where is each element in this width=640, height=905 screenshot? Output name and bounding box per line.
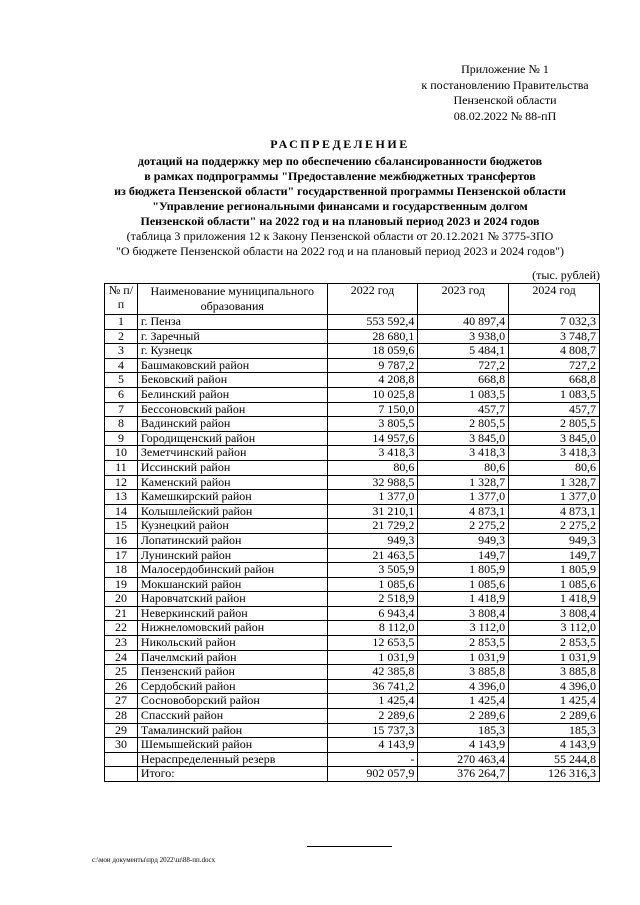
row-value-2023: 3 112,0: [418, 621, 509, 636]
row-number: 26: [105, 679, 138, 694]
distribution-table: [104, 283, 600, 782]
row-value-2022: 949,3: [327, 533, 418, 548]
row-number: 14: [105, 504, 138, 519]
row-value-2024: 126 316,3: [509, 767, 600, 782]
table-row: [105, 592, 600, 607]
table-row: [105, 504, 600, 519]
row-name: Пачелмский район: [137, 650, 327, 665]
row-value-2024: 457,7: [509, 402, 600, 417]
table-row: [105, 679, 600, 694]
row-number: [105, 752, 138, 767]
table-row: [105, 490, 600, 505]
row-value-2023: 185,3: [418, 723, 509, 738]
row-name: Никольский район: [137, 636, 327, 651]
row-value-2024: 3 418,3: [509, 446, 600, 461]
table-row: [105, 606, 600, 621]
appendix-line-3: Пензенской области: [453, 93, 557, 107]
table-row: [105, 329, 600, 344]
table-row: [105, 373, 600, 388]
appendix-line-1: Приложение № 1: [461, 62, 549, 76]
appendix-line-4: 08.02.2022 № 88-пП: [453, 108, 557, 123]
row-value-2022: 28 680,1: [327, 329, 418, 344]
row-name: Нераспределенный резерв: [137, 752, 327, 767]
row-value-2024: 4 873,1: [509, 504, 600, 519]
row-value-2022: 1 085,6: [327, 577, 418, 592]
row-name: Иссинский район: [137, 460, 327, 475]
row-value-2024: 2 805,5: [509, 417, 600, 432]
row-value-2024: 80,6: [509, 460, 600, 475]
table-row: [105, 723, 600, 738]
table-row: [105, 665, 600, 680]
header-2022: 2022 год: [327, 284, 418, 315]
table-row: [105, 460, 600, 475]
row-value-2023: 727,2: [418, 358, 509, 373]
row-value-2024: 3 845,0: [509, 431, 600, 446]
heading-line-5: Пензенской области" на 2022 год и на плановый период 2023 и 2024 годов: [140, 214, 540, 228]
table-row: [105, 417, 600, 432]
row-value-2023: 3 418,3: [418, 446, 509, 461]
row-value-2023: 2 275,2: [418, 519, 509, 534]
row-value-2024: 1 377,0: [509, 490, 600, 505]
row-value-2024: 1 031,9: [509, 650, 600, 665]
row-value-2023: 3 845,0: [418, 431, 509, 446]
row-value-2023: 668,8: [418, 373, 509, 388]
heading-line-1: дотаций на поддержку мер по обеспечению сбалансированности бюджетов: [137, 154, 543, 168]
row-value-2022: 902 057,9: [327, 767, 418, 782]
row-name: Вадинский район: [137, 417, 327, 432]
row-value-2022: 36 741,2: [327, 679, 418, 694]
row-value-2022: 6 943,4: [327, 606, 418, 621]
row-name: Лунинский район: [137, 548, 327, 563]
row-value-2023: 2 289,6: [418, 709, 509, 724]
row-number: 12: [105, 475, 138, 490]
table-body: [105, 315, 600, 782]
appendix-block: [400, 62, 610, 124]
header-2024: 2024 год: [509, 284, 600, 315]
row-value-2023: 5 484,1: [418, 344, 509, 359]
row-number: 21: [105, 606, 138, 621]
row-name: Кузнецкий район: [137, 519, 327, 534]
row-name: Шемышейский район: [137, 738, 327, 753]
row-number: 28: [105, 709, 138, 724]
row-value-2023: 3 885,8: [418, 665, 509, 680]
row-name: Итого:: [137, 767, 327, 782]
table-row: [105, 738, 600, 753]
row-name: Башмаковский район: [137, 358, 327, 373]
row-value-2024: 7 032,3: [509, 315, 600, 330]
row-number: 7: [105, 402, 138, 417]
table-header-row: [105, 284, 600, 315]
table-row: [105, 563, 600, 578]
row-value-2022: 31 210,1: [327, 504, 418, 519]
row-value-2024: 2 289,6: [509, 709, 600, 724]
row-name: Сердобский район: [137, 679, 327, 694]
heading-sub-2: "О бюджете Пензенской области на 2022 год и на плановый период 2023 и 2024 годов"): [115, 244, 565, 258]
table-row: [105, 344, 600, 359]
row-value-2023: 457,7: [418, 402, 509, 417]
table-row: [105, 519, 600, 534]
row-number: 23: [105, 636, 138, 651]
table-row: [105, 621, 600, 636]
row-value-2022: 3 805,5: [327, 417, 418, 432]
row-name: Мокшанский район: [137, 577, 327, 592]
table-row: [105, 358, 600, 373]
table-row: [105, 533, 600, 548]
row-value-2022: 3 505,9: [327, 563, 418, 578]
row-value-2024: 4 808,7: [509, 344, 600, 359]
table-row: [105, 387, 600, 402]
row-value-2022: 2 289,6: [327, 709, 418, 724]
row-value-2024: 4 143,9: [509, 738, 600, 753]
row-number: 10: [105, 446, 138, 461]
row-value-2022: 42 385,8: [327, 665, 418, 680]
row-value-2024: 1 805,9: [509, 563, 600, 578]
row-value-2022: 7 150,0: [327, 402, 418, 417]
row-number: 4: [105, 358, 138, 373]
row-value-2023: 40 897,4: [418, 315, 509, 330]
row-value-2022: 80,6: [327, 460, 418, 475]
document-heading: [60, 137, 620, 259]
row-value-2024: 3 112,0: [509, 621, 600, 636]
row-value-2023: 149,7: [418, 548, 509, 563]
table-row: [105, 694, 600, 709]
row-value-2022: 14 957,6: [327, 431, 418, 446]
row-value-2022: 1 031,9: [327, 650, 418, 665]
row-number: 3: [105, 344, 138, 359]
row-value-2022: 3 418,3: [327, 446, 418, 461]
row-value-2023: 270 463,4: [418, 752, 509, 767]
header-name: Наименование муниципального образования: [137, 284, 327, 315]
header-number: № п/п: [105, 284, 138, 315]
row-value-2024: 55 244,8: [509, 752, 600, 767]
table-row: [105, 577, 600, 592]
row-number: 5: [105, 373, 138, 388]
row-value-2022: 10 025,8: [327, 387, 418, 402]
row-value-2022: 21 463,5: [327, 548, 418, 563]
row-name: Пензенский район: [137, 665, 327, 680]
row-value-2024: 3 885,8: [509, 665, 600, 680]
footer-divider: [307, 846, 392, 847]
row-value-2023: 1 031,9: [418, 650, 509, 665]
document-title: РАСПРЕДЕЛЕНИЕ: [270, 137, 410, 151]
table-row: [105, 650, 600, 665]
table-row: [105, 475, 600, 490]
row-value-2023: 3 938,0: [418, 329, 509, 344]
row-name: Нижнеломовский район: [137, 621, 327, 636]
row-number: 15: [105, 519, 138, 534]
table-row: [105, 402, 600, 417]
row-value-2024: 3 808,4: [509, 606, 600, 621]
row-value-2024: 1 425,4: [509, 694, 600, 709]
row-number: 22: [105, 621, 138, 636]
row-value-2024: 727,2: [509, 358, 600, 373]
row-number: 24: [105, 650, 138, 665]
row-name: Спасский район: [137, 709, 327, 724]
row-name: Белинский район: [137, 387, 327, 402]
row-value-2022: 4 143,9: [327, 738, 418, 753]
row-number: 9: [105, 431, 138, 446]
heading-line-4: "Управление региональными финансами и государственным долгом: [152, 199, 528, 213]
table-row: [105, 548, 600, 563]
row-name: г. Кузнецк: [137, 344, 327, 359]
table-row: [105, 767, 600, 782]
row-name: Неверкинский район: [137, 606, 327, 621]
row-value-2023: 1 328,7: [418, 475, 509, 490]
row-number: 1: [105, 315, 138, 330]
row-number: 18: [105, 563, 138, 578]
table-row: [105, 752, 600, 767]
row-number: 2: [105, 329, 138, 344]
row-value-2023: 2 853,5: [418, 636, 509, 651]
row-number: 8: [105, 417, 138, 432]
row-number: [105, 767, 138, 782]
row-value-2024: 2 275,2: [509, 519, 600, 534]
row-value-2022: 1 377,0: [327, 490, 418, 505]
table-row: [105, 431, 600, 446]
heading-sub-1: (таблица 3 приложения 12 к Закону Пензенской области от 20.12.2021 № 3775-ЗПО: [126, 229, 554, 243]
row-value-2024: 185,3: [509, 723, 600, 738]
row-name: Бековский район: [137, 373, 327, 388]
row-name: Малосердобинский район: [137, 563, 327, 578]
table-row: [105, 636, 600, 651]
row-value-2023: 949,3: [418, 533, 509, 548]
row-value-2023: 1 418,9: [418, 592, 509, 607]
row-name: Лопатинский район: [137, 533, 327, 548]
heading-line-2: в рамках подпрограммы "Предоставление межбюджетных трансфертов: [144, 169, 536, 183]
row-name: г. Заречный: [137, 329, 327, 344]
row-value-2024: 4 396,0: [509, 679, 600, 694]
row-number: 19: [105, 577, 138, 592]
table-row: [105, 315, 600, 330]
row-number: 29: [105, 723, 138, 738]
row-number: 30: [105, 738, 138, 753]
row-value-2023: 80,6: [418, 460, 509, 475]
row-name: Наровчатский район: [137, 592, 327, 607]
row-number: 17: [105, 548, 138, 563]
row-value-2022: 1 425,4: [327, 694, 418, 709]
row-value-2022: 15 737,3: [327, 723, 418, 738]
row-value-2024: 1 085,6: [509, 577, 600, 592]
row-value-2022: 553 592,4: [327, 315, 418, 330]
row-value-2024: 1 328,7: [509, 475, 600, 490]
row-name: Земетчинский район: [137, 446, 327, 461]
row-value-2023: 1 085,6: [418, 577, 509, 592]
row-value-2022: 32 988,5: [327, 475, 418, 490]
row-value-2024: 1 418,9: [509, 592, 600, 607]
row-value-2022: 9 787,2: [327, 358, 418, 373]
units-label: (тыс. рублей): [532, 268, 600, 282]
row-value-2023: 1 377,0: [418, 490, 509, 505]
row-value-2024: 3 748,7: [509, 329, 600, 344]
row-number: 6: [105, 387, 138, 402]
row-value-2022: 18 059,6: [327, 344, 418, 359]
row-value-2024: 668,8: [509, 373, 600, 388]
row-name: г. Пенза: [137, 315, 327, 330]
row-name: Каменский район: [137, 475, 327, 490]
appendix-line-2: к постановлению Правительства: [421, 77, 589, 92]
row-value-2024: 2 853,5: [509, 636, 600, 651]
table-row: [105, 446, 600, 461]
row-value-2022: 12 653,5: [327, 636, 418, 651]
row-number: 11: [105, 460, 138, 475]
row-name: Сосновоборский район: [137, 694, 327, 709]
row-number: 16: [105, 533, 138, 548]
row-name: Городищенский район: [137, 431, 327, 446]
row-name: Бессоновский район: [137, 402, 327, 417]
row-value-2022: 21 729,2: [327, 519, 418, 534]
row-value-2023: 1 805,9: [418, 563, 509, 578]
row-value-2024: 1 083,5: [509, 387, 600, 402]
row-value-2023: 1 425,4: [418, 694, 509, 709]
heading-line-3: из бюджета Пензенской области" государственной программы Пензенской области: [114, 184, 566, 198]
row-number: 20: [105, 592, 138, 607]
row-number: 27: [105, 694, 138, 709]
row-value-2022: 4 208,8: [327, 373, 418, 388]
row-value-2023: 4 396,0: [418, 679, 509, 694]
row-value-2022: 2 518,9: [327, 592, 418, 607]
row-value-2023: 3 808,4: [418, 606, 509, 621]
row-value-2023: 4 873,1: [418, 504, 509, 519]
row-value-2024: 949,3: [509, 533, 600, 548]
header-2023: 2023 год: [418, 284, 509, 315]
row-value-2023: 1 083,5: [418, 387, 509, 402]
row-value-2024: 149,7: [509, 548, 600, 563]
row-number: 13: [105, 490, 138, 505]
row-name: Тамалинский район: [137, 723, 327, 738]
row-value-2022: 8 112,0: [327, 621, 418, 636]
row-value-2023: 2 805,5: [418, 417, 509, 432]
row-value-2023: 4 143,9: [418, 738, 509, 753]
file-path: c:\мои документы\прд 2022\ш\88-пп.docx: [92, 856, 216, 864]
table-row: [105, 709, 600, 724]
row-name: Колышлейский район: [137, 504, 327, 519]
row-name: Камешкирский район: [137, 490, 327, 505]
row-number: 25: [105, 665, 138, 680]
row-value-2022: -: [327, 752, 418, 767]
row-value-2023: 376 264,7: [418, 767, 509, 782]
